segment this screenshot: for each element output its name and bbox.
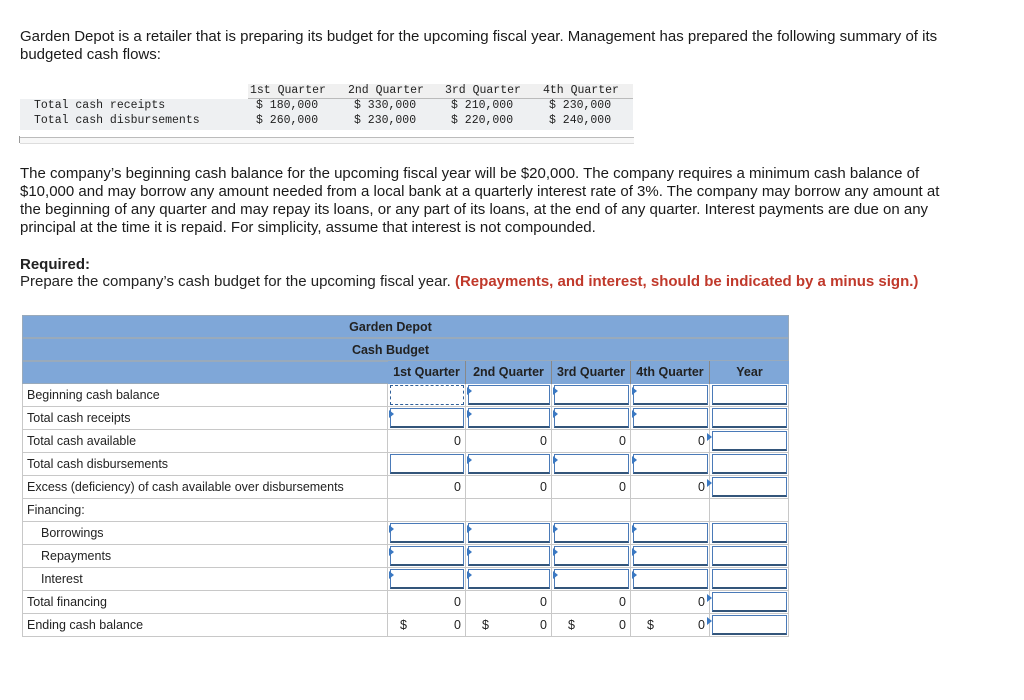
- beginning-cash-q3-input[interactable]: [554, 385, 629, 405]
- input-flag-icon: [467, 387, 472, 395]
- input-flag-icon: [467, 571, 472, 579]
- computed-value: 0: [454, 618, 461, 632]
- borrowings-q1-input[interactable]: [390, 523, 464, 543]
- budget-company-band: [22, 315, 789, 338]
- row-beginning-cash: [22, 384, 789, 407]
- beginning-cash-q4-input[interactable]: [633, 385, 708, 405]
- computed-value: 0: [454, 434, 461, 448]
- computed-value: 0: [454, 480, 461, 494]
- required-title: Required:: [20, 256, 91, 273]
- repayments-q3-input[interactable]: [554, 546, 629, 566]
- cash-budget-table: [22, 315, 789, 635]
- summary-scrollbar[interactable]: [20, 137, 634, 144]
- summary-value: $ 330,000: [354, 99, 417, 112]
- computed-value: 0: [540, 595, 547, 609]
- row-repayments: [22, 545, 789, 568]
- row-excess-deficiency: [22, 476, 789, 499]
- receipts-year-input[interactable]: [712, 408, 787, 428]
- col-header-year: Year: [710, 361, 789, 384]
- computed-value: 0: [698, 434, 705, 448]
- budget-title-band: [22, 338, 789, 361]
- currency-symbol: $: [400, 618, 407, 632]
- currency-symbol: $: [568, 618, 575, 632]
- summary-value: $ 260,000: [256, 114, 319, 127]
- repayments-q2-input[interactable]: [468, 546, 550, 566]
- required-note: (Repayments, and interest, should be indicated by a minus sign.): [454, 273, 919, 290]
- input-flag-icon: [553, 525, 558, 533]
- row-label: Interest: [22, 568, 388, 591]
- row-total-disbursements: [22, 453, 789, 476]
- receipts-q1-input[interactable]: [390, 408, 464, 428]
- input-flag-icon: [467, 456, 472, 464]
- row-total-receipts: [22, 407, 789, 430]
- summary-row-label: Total cash disbursements: [34, 114, 200, 127]
- receipts-q4-input[interactable]: [633, 408, 708, 428]
- borrowings-q3-input[interactable]: [554, 523, 629, 543]
- repayments-q4-input[interactable]: [633, 546, 708, 566]
- disbursements-q3-input[interactable]: [554, 454, 629, 474]
- input-flag-icon: [389, 525, 394, 533]
- borrowings-q2-input[interactable]: [468, 523, 550, 543]
- row-total-available: [22, 430, 789, 453]
- computed-value: 0: [454, 595, 461, 609]
- interest-year-input[interactable]: [712, 569, 787, 589]
- beginning-cash-year-input[interactable]: [712, 385, 787, 405]
- col-header-q4: 4th Quarter: [631, 361, 710, 384]
- input-flag-icon: [553, 548, 558, 556]
- summary-header-q3: 3rd Quarter: [445, 84, 521, 97]
- input-flag-icon: [632, 548, 637, 556]
- col-header-q2: 2nd Quarter: [466, 361, 552, 384]
- excess-year-input[interactable]: [712, 477, 787, 497]
- computed-value: 0: [698, 480, 705, 494]
- computed-value: 0: [619, 480, 626, 494]
- currency-symbol: $: [482, 618, 489, 632]
- input-flag-icon: [553, 387, 558, 395]
- input-flag-icon: [467, 410, 472, 418]
- row-label: Financing:: [22, 499, 388, 522]
- beginning-cash-q1-input[interactable]: [390, 385, 464, 405]
- row-total-financing: [22, 591, 789, 614]
- row-label: Total financing: [22, 591, 388, 614]
- summary-row-label: Total cash receipts: [34, 99, 166, 112]
- computed-value: 0: [619, 618, 626, 632]
- required-text: [20, 273, 918, 291]
- input-flag-icon: [389, 410, 394, 418]
- row-label: Repayments: [22, 545, 388, 568]
- row-label: Beginning cash balance: [22, 384, 388, 407]
- computed-value: 0: [698, 618, 705, 632]
- row-label: Total cash disbursements: [22, 453, 388, 476]
- budget-title: Cash Budget: [351, 343, 430, 357]
- borrowings-q4-input[interactable]: [633, 523, 708, 543]
- row-label: Borrowings: [22, 522, 388, 545]
- computed-value: 0: [540, 480, 547, 494]
- input-flag-icon: [632, 525, 637, 533]
- row-ending-cash: [22, 614, 789, 637]
- interest-q1-input[interactable]: [390, 569, 464, 589]
- summary-value: $ 230,000: [354, 114, 417, 127]
- row-label: Excess (deficiency) of cash available over disbursements: [22, 476, 388, 499]
- row-interest: [22, 568, 789, 591]
- computed-value: 0: [619, 595, 626, 609]
- repayments-q1-input[interactable]: [390, 546, 464, 566]
- disbursements-q2-input[interactable]: [468, 454, 550, 474]
- available-year-input[interactable]: [712, 431, 787, 451]
- col-header-q3: 3rd Quarter: [552, 361, 631, 384]
- summary-value: $ 210,000: [451, 99, 514, 112]
- problem-paragraph: The company’s beginning cash balance for the upcoming fiscal year will be $20,000. The company requires a minimum cash balance of $10,000 and may borrow any amount needed from a local bank at a quarterly interest rate of 3%. The company may borrow any amount at the beginning of any quarter and may repay its loans, or any part of its loans, at the end of any quarter. Interest payments are due on any principal at the time it is repaid. For simplicity, assume that interest is not compounded.: [20, 165, 940, 236]
- receipts-q2-input[interactable]: [468, 408, 550, 428]
- summary-header-q2: 2nd Quarter: [348, 84, 424, 97]
- row-label: Total cash receipts: [22, 407, 388, 430]
- summary-header-q1: 1st Quarter: [250, 84, 326, 97]
- intro-text: Garden Depot is a retailer that is preparing its budget for the upcoming fiscal year. Management has prepared the following summary of its budgeted cash flows:: [20, 28, 938, 63]
- input-flag-icon: [632, 410, 637, 418]
- beginning-cash-q2-input[interactable]: [468, 385, 550, 405]
- currency-symbol: $: [647, 618, 654, 632]
- financing-year-input[interactable]: [712, 592, 787, 612]
- computed-value: 0: [540, 618, 547, 632]
- computed-value: 0: [698, 595, 705, 609]
- input-flag-icon: [632, 456, 637, 464]
- computed-value: 0: [619, 434, 626, 448]
- interest-q3-input[interactable]: [554, 569, 629, 589]
- disbursements-q1-input[interactable]: [390, 454, 464, 474]
- borrowings-year-input[interactable]: [712, 523, 787, 543]
- row-label: Ending cash balance: [22, 614, 388, 637]
- input-flag-icon: [467, 548, 472, 556]
- interest-q4-input[interactable]: [633, 569, 708, 589]
- disbursements-year-input[interactable]: [712, 454, 787, 474]
- input-flag-icon: [632, 571, 637, 579]
- summary-value: $ 220,000: [451, 114, 514, 127]
- row-borrowings: [22, 522, 789, 545]
- input-flag-icon: [632, 387, 637, 395]
- input-flag-icon: [553, 456, 558, 464]
- input-flag-icon: [467, 525, 472, 533]
- required-instruction: Prepare the company’s cash budget for the upcoming fiscal year.: [20, 273, 455, 290]
- input-flag-icon: [389, 571, 394, 579]
- receipts-q3-input[interactable]: [554, 408, 629, 428]
- summary-value: $ 230,000: [549, 99, 612, 112]
- row-label: Total cash available: [22, 430, 388, 453]
- row-financing-header: [22, 499, 789, 522]
- summary-value: $ 240,000: [549, 114, 612, 127]
- input-flag-icon: [553, 571, 558, 579]
- summary-value: $ 180,000: [256, 99, 319, 112]
- disbursements-q4-input[interactable]: [633, 454, 708, 474]
- budget-company: Garden Depot: [349, 320, 432, 334]
- repayments-year-input[interactable]: [712, 546, 787, 566]
- ending-cash-year-input[interactable]: [712, 615, 787, 635]
- input-flag-icon: [389, 548, 394, 556]
- computed-value: 0: [540, 434, 547, 448]
- input-flag-icon: [553, 410, 558, 418]
- col-header-q1: 1st Quarter: [388, 361, 466, 384]
- interest-q2-input[interactable]: [468, 569, 550, 589]
- summary-header-q4: 4th Quarter: [543, 84, 619, 97]
